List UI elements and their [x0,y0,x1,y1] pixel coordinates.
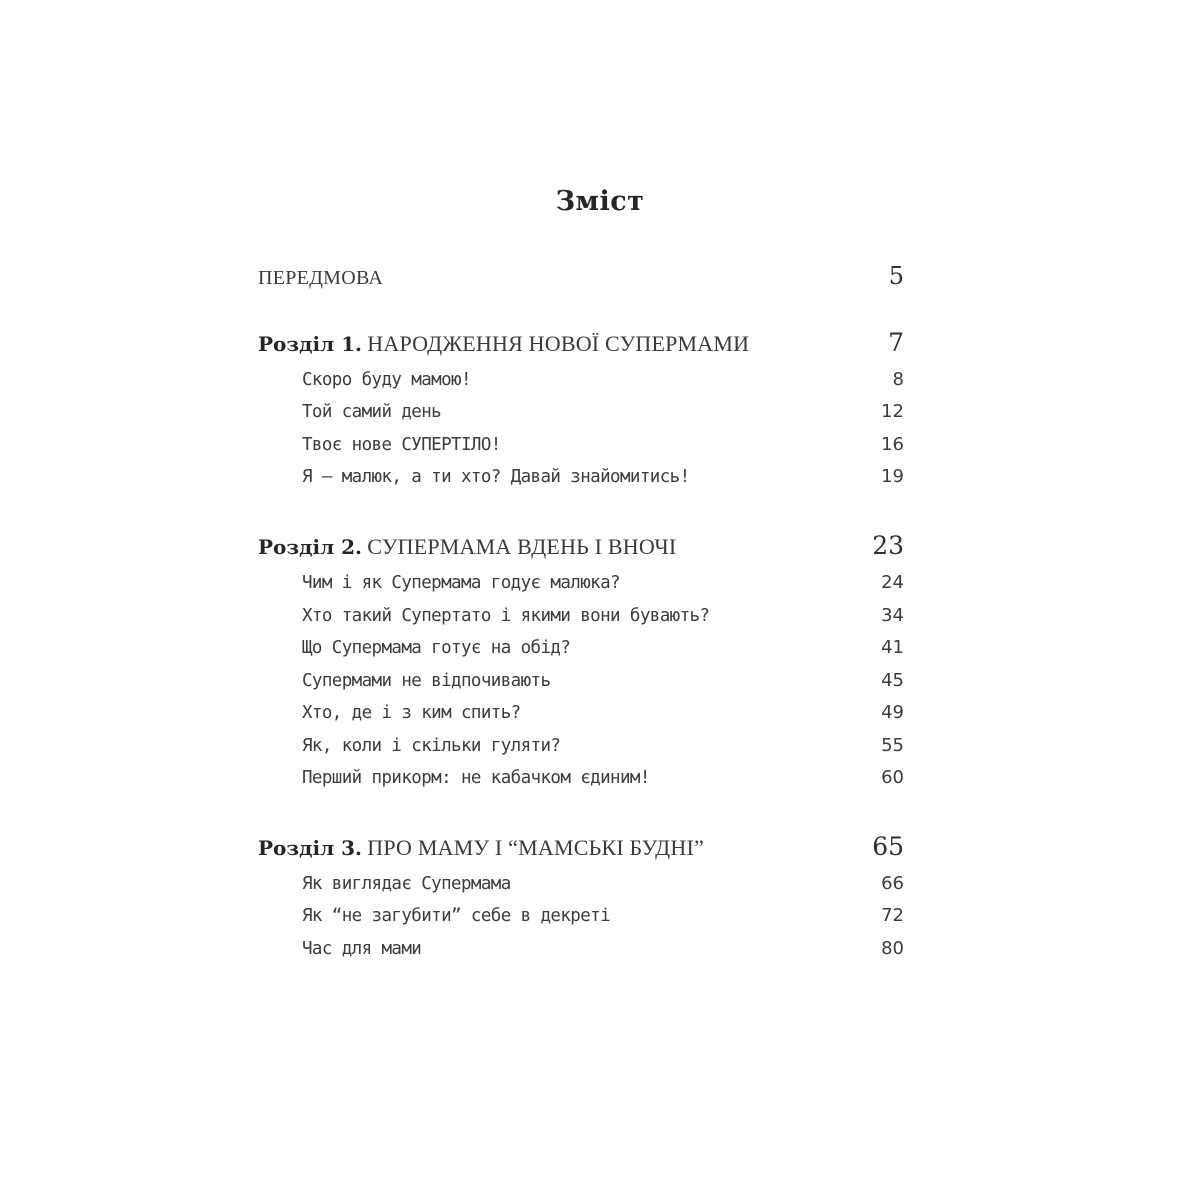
toc-item [302,905,904,926]
toc-item-label: Як виглядає Супермама [302,874,511,894]
toc-preface-entry [258,262,904,290]
toc-item [302,369,904,390]
toc-item-label: Твоє нове СУПЕРТІЛО! [302,435,501,455]
chapter-1-label [258,331,749,357]
toc-item-page-number: 19 [881,466,904,487]
toc-item [302,702,904,723]
toc-item-page-number: 72 [881,905,904,926]
toc-item [302,938,904,959]
toc-item-label: Той самий день [302,402,442,422]
toc-item [302,466,904,487]
toc-item-page-number: 16 [881,434,904,455]
toc-item [302,637,904,658]
toc-item-label: Перший прикорм: не кабачком єдиним! [302,768,650,788]
toc-item-page-number: 60 [881,767,904,788]
toc-item [302,401,904,422]
chapter-1-prefix: Розділ 1. [258,332,363,356]
toc-item-label: Час для мами [302,939,422,959]
preface-label: ПЕРЕДМОВА [258,267,384,289]
chapter-1-page-number: 7 [888,328,904,357]
toc-item-page-number: 8 [892,369,904,390]
chapter-3-heading [258,832,904,861]
toc-item-page-number: 66 [881,873,904,894]
toc-item [302,735,904,756]
toc-item [302,873,904,894]
toc-item-label: Чим і як Супермама годує малюка? [302,573,620,593]
toc-item-label: Хто, де і з ким спить? [302,703,521,723]
toc-item-page-number: 34 [881,605,904,626]
toc-item-page-number: 55 [881,735,904,756]
toc-item-label: Супермами не відпочивають [302,671,551,691]
toc-item-page-number: 24 [881,572,904,593]
chapter-2-page-number: 23 [872,531,904,560]
toc-item [302,670,904,691]
chapter-3-prefix: Розділ 3. [258,836,363,860]
toc-item-page-number: 12 [881,401,904,422]
toc-item-page-number: 49 [881,702,904,723]
toc-item-label: Що Супермама готує на обід? [302,638,571,658]
toc-item [302,767,904,788]
chapter-2-prefix: Розділ 2. [258,535,363,559]
toc-item [302,434,904,455]
toc-item-label: Як, коли і скільки гуляти? [302,736,561,756]
chapter-3-label [258,835,704,861]
toc-item-label: Хто такий Супертато і якими вони бувають? [302,606,710,626]
chapter-2-title: СУПЕРМАМА ВДЕНЬ І ВНОЧІ [367,534,677,559]
chapter-2-label [258,534,676,560]
chapter-3-page-number: 65 [872,832,904,861]
toc-item-label: Як “не загубити” себе в декреті [302,906,611,926]
toc-item-page-number: 41 [881,637,904,658]
chapter-3-title: ПРО МАМУ І “МАМСЬКІ БУДНІ” [367,835,704,860]
chapter-1-heading [258,328,904,357]
toc-item-page-number: 80 [881,938,904,959]
chapter-1-title: НАРОДЖЕННЯ НОВОЇ СУПЕРМАМИ [367,331,750,356]
page-title: Зміст [555,186,645,217]
toc-item [302,572,904,593]
toc-item [302,605,904,626]
toc-item-label: Скоро буду мамою! [302,370,471,390]
toc-item-label: Я – малюк, а ти хто? Давай знайомитись! [302,467,690,487]
toc-item-page-number: 45 [881,670,904,691]
chapter-2-heading [258,531,904,560]
preface-page-number: 5 [888,262,904,290]
